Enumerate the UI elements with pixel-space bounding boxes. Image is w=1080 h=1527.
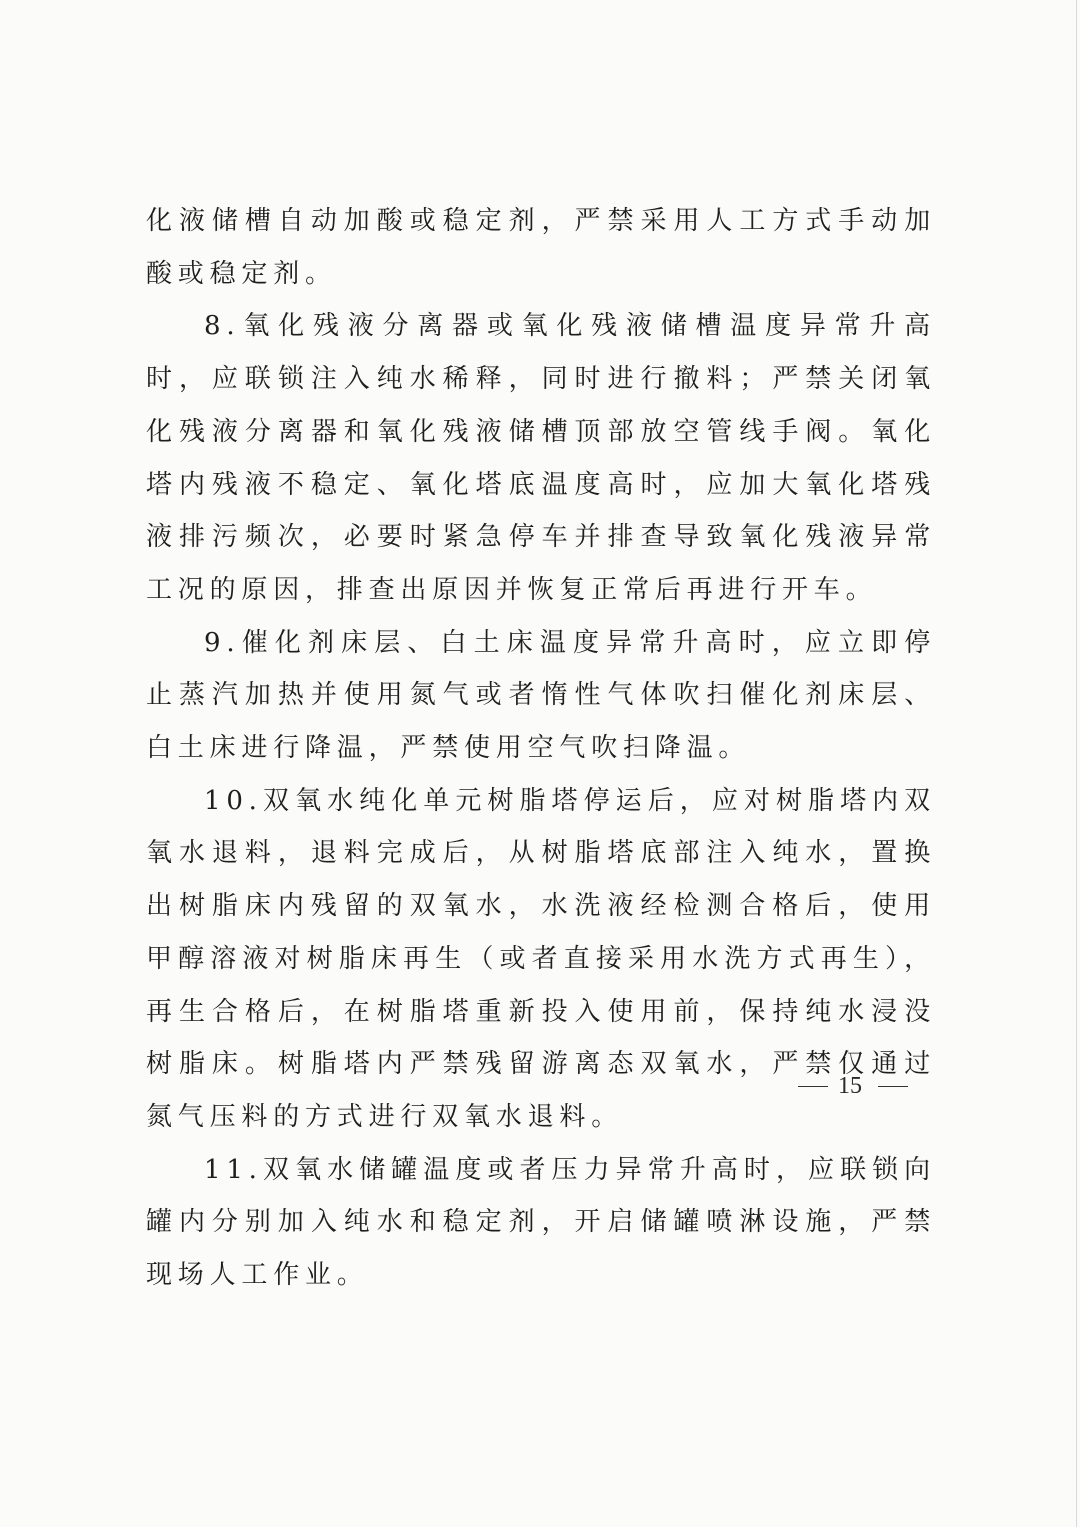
page-number: 15 — [838, 1073, 862, 1099]
paragraph-item-10: 10.双氧水纯化单元树脂塔停运后，应对树脂塔内双氧水退料，退料完成后，从树脂塔底部注入纯水，置换出树脂床内残留的双氧水，水洗液经检测合格后，使用甲醇溶液对树脂床再生（或者直接采用水洗方式再生），再生合格后，在树脂塔重新投入使用前，保持纯水浸没树脂床。树脂塔内严禁残留游离态双氧水，严禁仅通过氮气压料的方式进行双氧水退料。 — [146, 785, 936, 1132]
page-footer — [790, 1071, 920, 1101]
paragraph-item-11: 11.双氧水储罐温度或者压力异常升高时，应联锁向罐内分别加入纯水和稳定剂，开启储罐喷淋设施，严禁现场人工作业。 — [146, 1154, 936, 1291]
paragraph-item-9: 9.催化剂床层、白土床温度异常升高时，应立即停止蒸汽加热并使用氮气或者惰性气体吹扫催化剂床层、白土床进行降温，严禁使用空气吹扫降温。 — [146, 627, 936, 764]
footer-dash-left — [798, 1086, 828, 1087]
paragraph-item-8: 8.氧化残液分离器或氧化残液储槽温度异常升高时，应联锁注入纯水稀释，同时进行撤料；严禁关闭氧化残液分离器和氧化残液储槽顶部放空管线手阀。氧化塔内残液不稳定、氧化塔底温度高时，应加大氧化塔残液排污频次，必要时紧急停车并排查导致氧化残液异常工况的原因，排查出原因并恢复正常后再进行开车。 — [146, 311, 936, 605]
paragraph-continuation: 化液储槽自动加酸或稳定剂，严禁采用人工方式手动加酸或稳定剂。 — [146, 206, 936, 289]
page-edge-line — [1076, 0, 1077, 1527]
document-body — [146, 195, 936, 1302]
footer-dash-right — [878, 1086, 908, 1087]
